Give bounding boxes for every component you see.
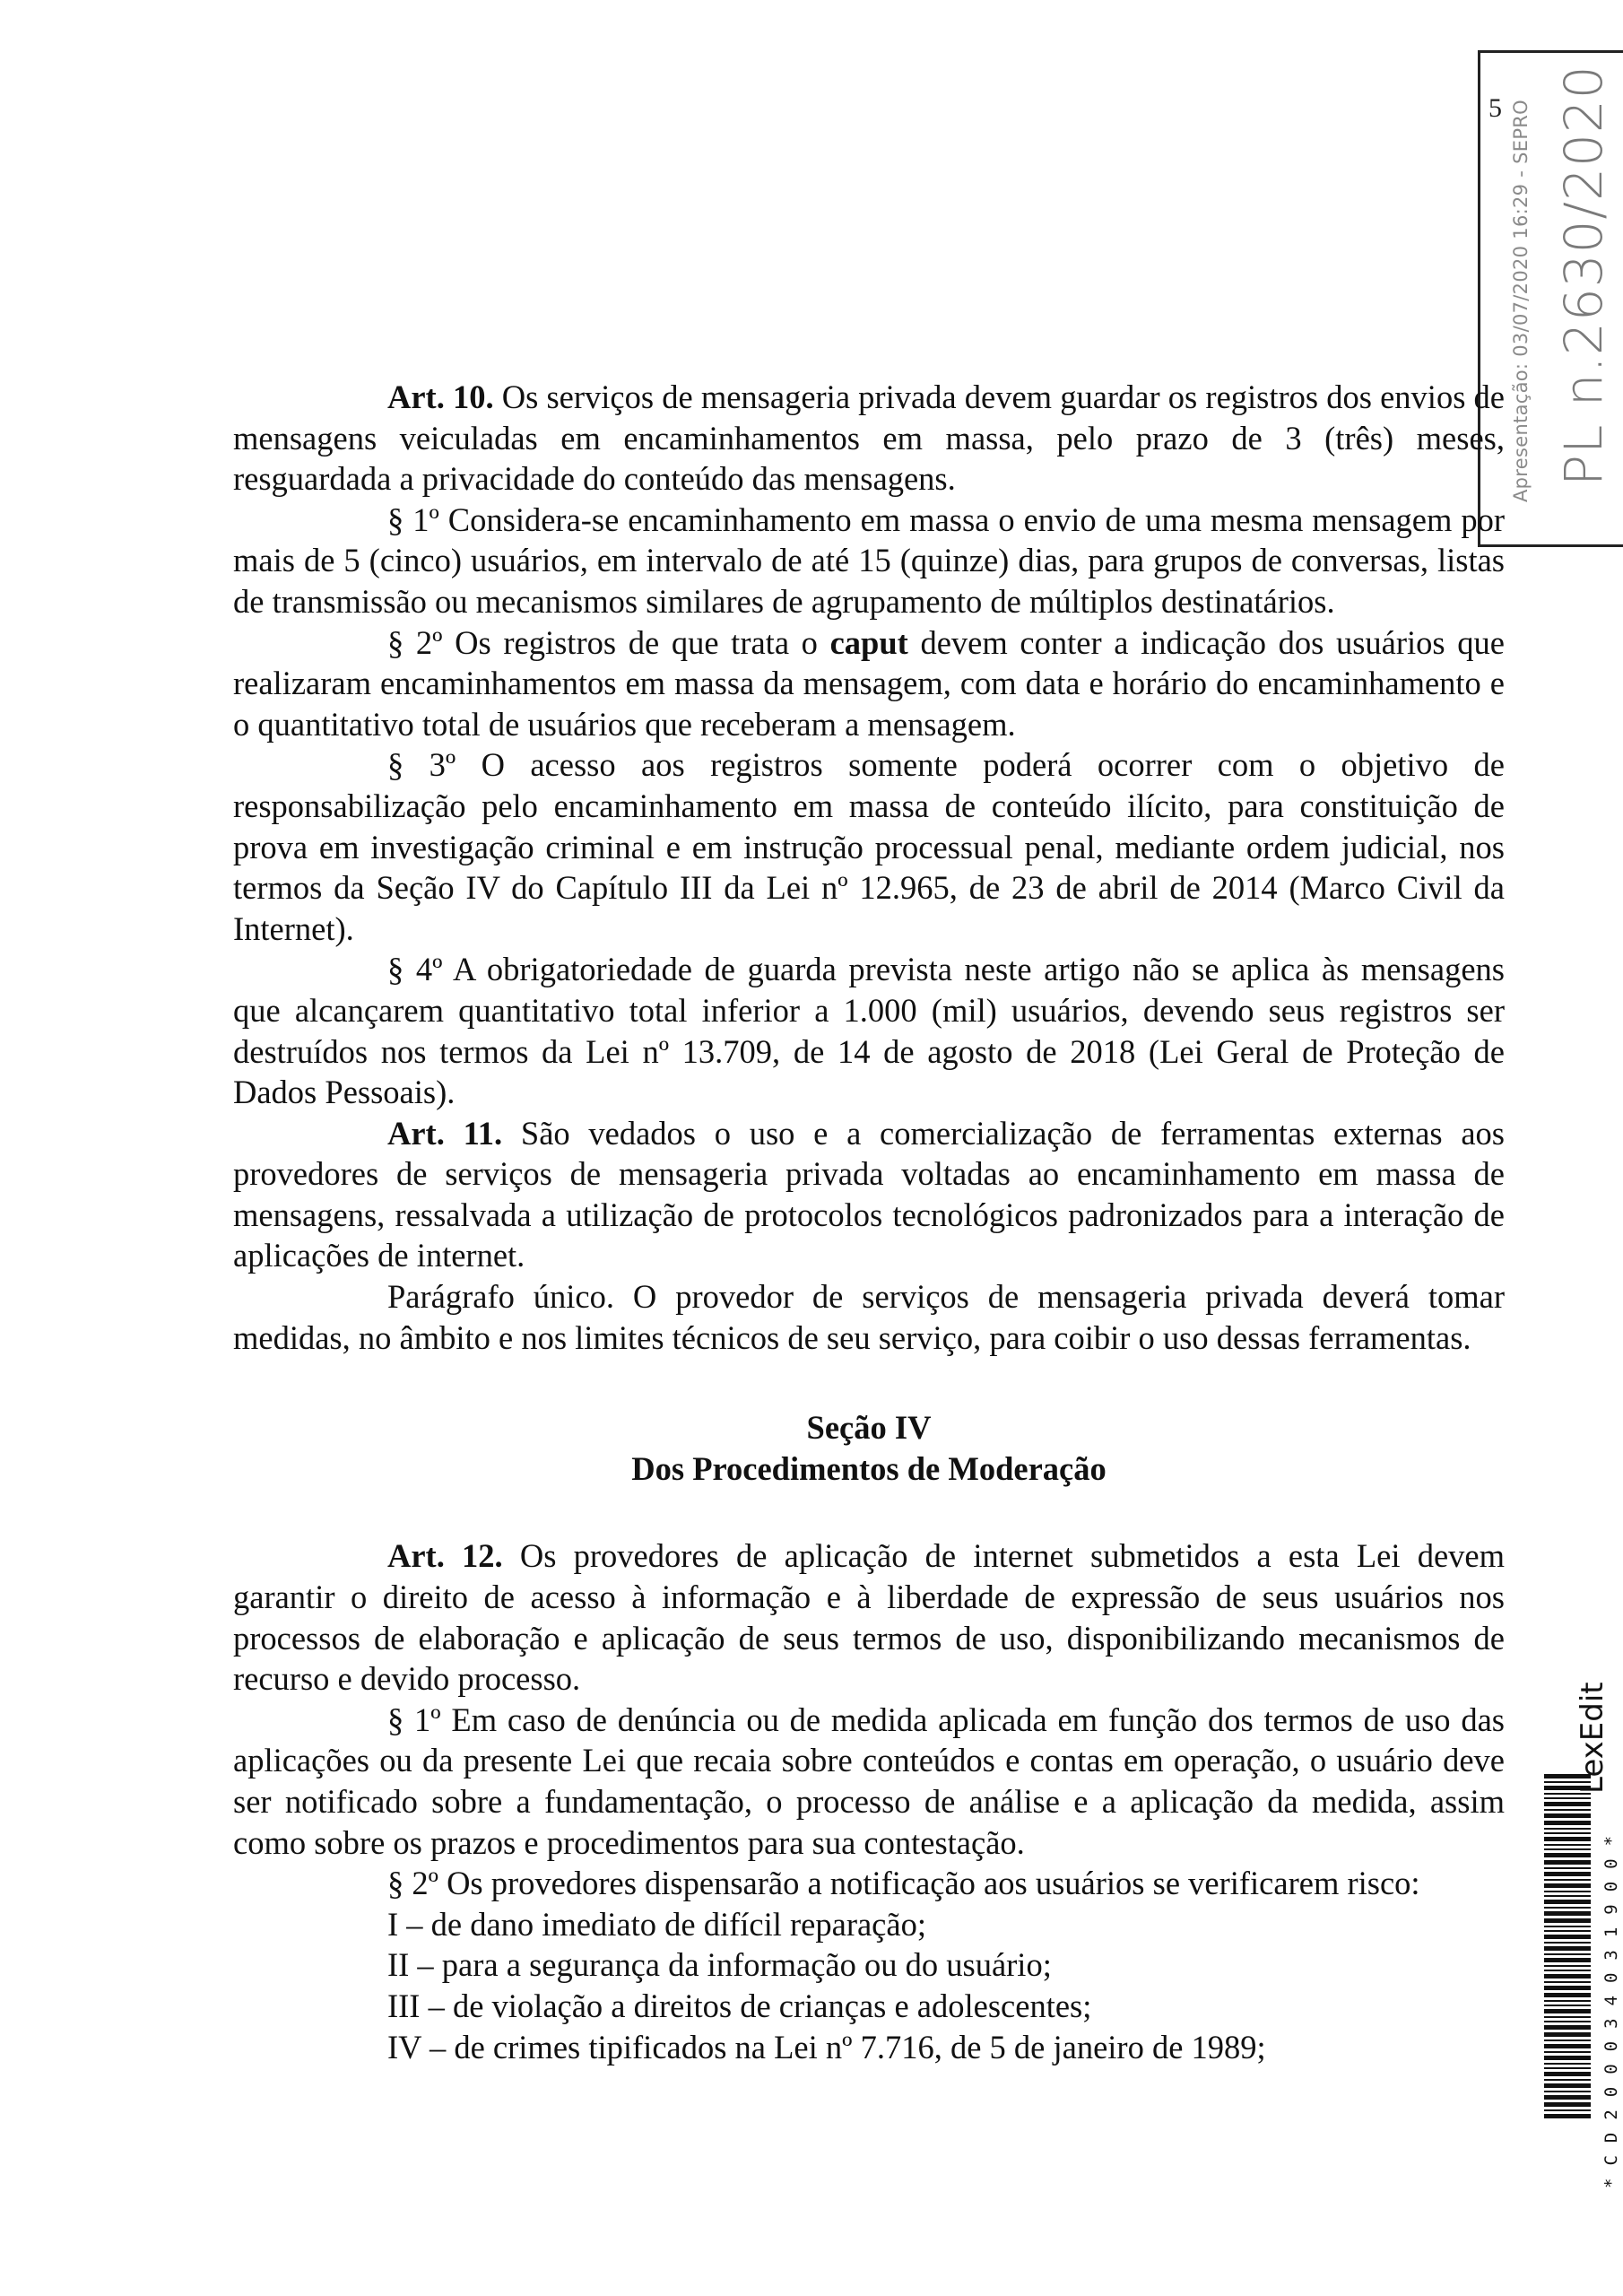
article-label: Art. 12. (387, 1537, 503, 1575)
list-item: II – para a segurança da informação ou do usuário; (387, 1946, 1052, 1984)
caput-term: caput (829, 623, 908, 661)
presentation-stamp: Apresentação: 03/07/2020 16:29 - SEPRO (1510, 99, 1532, 502)
article-10-paragraph-1: § 1º Considera-se encaminhamento em massa o envio de uma mesma mensagem por mais de 5 (cinco) usuários, em intervalo de até 15 (quinze) dias, para grupos de conversas, listas de transmissão ou mecanismos similares de agrupamento de múltiplos destinatários. (233, 500, 1505, 620)
article-label: Art. 11. (387, 1114, 503, 1152)
page-number: 5 (1488, 93, 1502, 123)
article-10-paragraph-2 (233, 622, 1505, 745)
article-11-sole-paragraph: Parágrafo único. O provedor de serviços de mensageria privada deverá tomar medidas, no âmbito e nos limites técnicos de seu serviço, para coibir o uso dessas ferramentas. (233, 1278, 1505, 1356)
article-12-paragraph-2: § 2º Os provedores dispensarão a notificação aos usuários se verificarem risco: (387, 1865, 1420, 1902)
article-11 (233, 1113, 1505, 1276)
spacer (233, 1358, 1505, 1407)
lexedit-logo: LexEdit (1575, 1682, 1610, 1794)
section-title: Seção IV (806, 1409, 932, 1447)
list-item: IV – de crimes tipificados na Lei nº 7.716, de 5 de janeiro de 1989; (387, 2028, 1266, 2066)
list-item: I – de dano imediato de difícil reparação; (387, 1905, 926, 1943)
article-12-paragraph-1: § 1º Em caso de denúncia ou de medida aplicada em função dos termos de uso das aplicações ou da presente Lei que recaia sobre conteúdos e contas em operação, o usuário deve ser notificado sobre a fundamentação, o processo de análise e a aplicação da medida, assim como sobre os prazos e procedimentos para sua contestação. (233, 1700, 1505, 1861)
article-text: Os serviços de mensageria privada devem guardar os registros dos envios de mensagens veiculadas em encaminhamentos em massa, pelo prazo de 3 (três) meses, resguardada a privacidade do conteúdo das mensagens. (233, 378, 1506, 498)
article-text: São vedados o uso e a comercialização de ferramentas externas aos provedores de serviços de mensageria privada voltadas ao encaminhamento em massa de mensagens, ressalvada a utilização de protocolos tecnológicos padronizados para a interação de aplicações de internet. (233, 1114, 1505, 1274)
barcode-code: *CD200034031900* (1601, 1822, 1621, 2188)
article-10-paragraph-4: § 4º A obrigatoriedade de guarda prevista neste artigo não se aplica às mensagens que alcançarem quantitativo total inferior a 1.000 (mil) usuários, devendo seus registros ser destruídos nos termos da Lei nº 13.709, de 14 de agosto de 2018 (Lei Geral de Proteção de Dados Pessoais). (233, 951, 1505, 1111)
bill-identifier: PL n.2630/2020 (1553, 65, 1614, 486)
article-10-paragraph-3: § 3º O acesso aos registros somente poderá ocorrer com o objetivo de responsabilização pelo encaminhamento em massa de conteúdo ilícito, para constituição de prova em investigação criminal e em instrução processual penal, mediante ordem judicial, nos termos da Seção IV do Capítulo III da Lei nº 12.965, de 23 de abril de 2014 (Marco Civil da Internet). (233, 746, 1505, 947)
spacer (233, 1489, 1505, 1535)
document-body (233, 377, 1505, 2067)
section-subtitle: Dos Procedimentos de Moderação (631, 1449, 1107, 1487)
barcode-graphic (1544, 1774, 1591, 2205)
article-12 (233, 1535, 1505, 1699)
paragraph-text: devem conter a indicação dos usuários que realizaram encaminhamentos em massa da mensagem, com data e horário do encaminhamento e o quantitativo total de usuários que receberam a mensagem. (233, 623, 1505, 743)
article-10 (233, 377, 1505, 500)
article-label: Art. 10. (387, 378, 494, 415)
list-item: III – de violação a direitos de crianças e adolescentes; (387, 1987, 1092, 2024)
paragraph-text: § 2º Os registros de que trata o (387, 623, 830, 661)
article-text: Os provedores de aplicação de internet submetidos a esta Lei devem garantir o direito de acesso à informação e à liberdade de expressão de seus usuários nos processos de elaboração e aplicação de seus termos de uso, disponibilizando mecanismos de recurso e devido processo. (233, 1537, 1505, 1698)
